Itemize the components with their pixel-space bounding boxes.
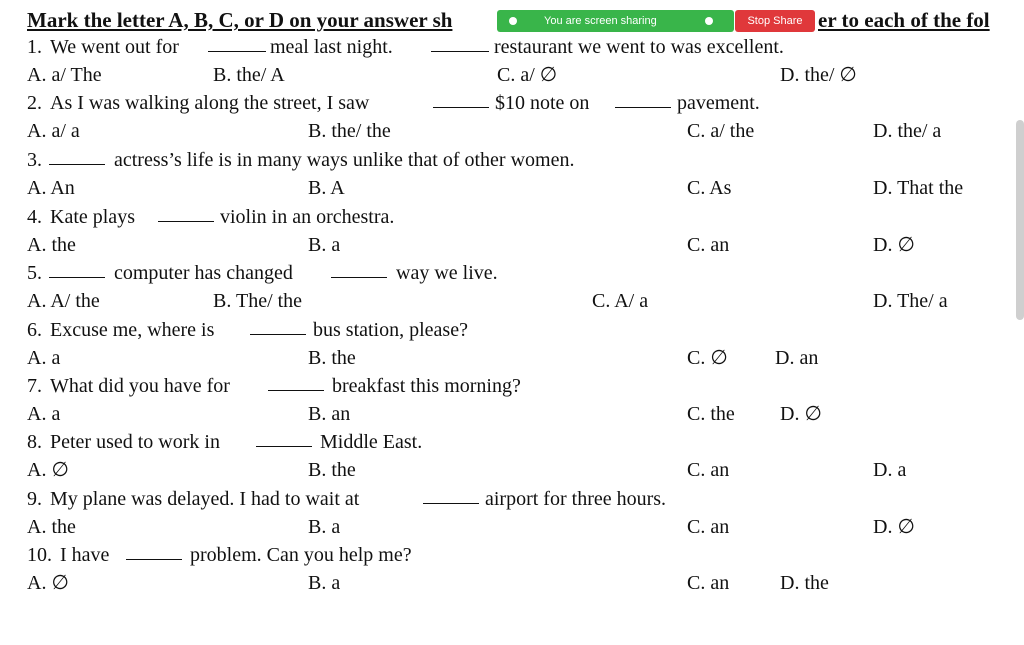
question-2: [0, 89, 1010, 117]
question-text: I have: [60, 544, 110, 566]
question-text: actress’s life is in many ways unlike that of other women.: [114, 149, 575, 171]
options-3: [0, 174, 1010, 202]
option-d[interactable]: D. a: [873, 459, 907, 481]
question-number: 3.: [27, 149, 42, 171]
question-number: 2.: [27, 92, 42, 114]
option-b[interactable]: B. a: [308, 572, 341, 594]
options-10: [0, 569, 1010, 597]
option-c[interactable]: C. the: [687, 403, 735, 425]
question-number: 8.: [27, 431, 42, 453]
option-b[interactable]: B. a: [308, 234, 341, 256]
option-d[interactable]: D. the: [780, 572, 829, 594]
share-status-icon: [509, 17, 517, 25]
option-b[interactable]: B. an: [308, 403, 351, 425]
option-d[interactable]: D. ∅: [873, 234, 915, 256]
answer-blank[interactable]: [49, 259, 105, 278]
answer-blank[interactable]: [256, 428, 312, 447]
share-security-icon: [705, 17, 713, 25]
question-9: [0, 485, 1010, 513]
question-text: problem. Can you help me?: [190, 544, 412, 566]
options-1: [0, 61, 1010, 89]
question-1: [0, 33, 1010, 61]
question-number: 9.: [27, 488, 42, 510]
question-text: My plane was delayed. I had to wait at: [50, 488, 360, 510]
screen-sharing-bar[interactable]: [497, 10, 734, 32]
option-a[interactable]: A. a/ The: [27, 64, 102, 86]
option-a[interactable]: A. a/ a: [27, 120, 80, 142]
question-text: As I was walking along the street, I saw: [50, 92, 370, 114]
option-d[interactable]: D. ∅: [873, 516, 915, 538]
question-text: way we live.: [396, 262, 498, 284]
question-text: Peter used to work in: [50, 431, 220, 453]
question-number: 7.: [27, 375, 42, 397]
stop-share-button[interactable]: [735, 10, 815, 32]
options-7: [0, 400, 1010, 428]
option-a[interactable]: A. ∅: [27, 459, 69, 481]
options-8: [0, 456, 1010, 484]
question-number: 1.: [27, 36, 42, 58]
options-4: [0, 231, 1010, 259]
option-c[interactable]: C. an: [687, 572, 730, 594]
question-7: [0, 372, 1010, 400]
option-c[interactable]: C. an: [687, 459, 730, 481]
option-d[interactable]: D. the/ ∅: [780, 64, 857, 86]
question-4: [0, 203, 1010, 231]
question-text: computer has changed: [114, 262, 293, 284]
question-number: 4.: [27, 206, 42, 228]
answer-blank[interactable]: [158, 203, 214, 222]
option-d[interactable]: D. an: [775, 347, 819, 369]
question-10: [0, 541, 1010, 569]
question-text: airport for three hours.: [485, 488, 667, 510]
option-d[interactable]: D. The/ a: [873, 290, 948, 312]
option-c[interactable]: C. an: [687, 234, 730, 256]
question-3: [0, 146, 1010, 174]
question-number: 6.: [27, 319, 42, 341]
option-c[interactable]: C. As: [687, 177, 732, 199]
option-a[interactable]: A. the: [27, 516, 76, 538]
option-a[interactable]: A. A/ the: [27, 290, 100, 312]
answer-blank[interactable]: [423, 485, 479, 504]
question-5: [0, 259, 1010, 287]
option-c[interactable]: C. an: [687, 516, 730, 538]
instruction-title-right: er to each of the fol: [818, 8, 990, 32]
option-a[interactable]: A. a: [27, 347, 61, 369]
question-number: 10.: [27, 544, 52, 566]
option-b[interactable]: B. the/ A: [213, 64, 285, 86]
options-2: [0, 117, 1010, 145]
screen-sharing-label: You are screen sharing: [544, 15, 657, 27]
stop-share-label: Stop Share: [747, 15, 803, 27]
options-6: [0, 344, 1010, 372]
question-text: We went out for: [50, 36, 179, 58]
answer-blank[interactable]: [433, 89, 489, 108]
option-a[interactable]: A. the: [27, 234, 76, 256]
option-b[interactable]: B. a: [308, 516, 341, 538]
option-c[interactable]: C. a/ ∅: [497, 64, 558, 86]
option-a[interactable]: A. ∅: [27, 572, 69, 594]
option-d[interactable]: D. the/ a: [873, 120, 942, 142]
answer-blank[interactable]: [431, 33, 489, 52]
answer-blank[interactable]: [331, 259, 387, 278]
option-b[interactable]: B. the: [308, 459, 356, 481]
question-text: meal last night.: [270, 36, 393, 58]
answer-blank[interactable]: [49, 146, 105, 165]
scrollbar[interactable]: [1016, 120, 1024, 320]
question-text: bus station, please?: [313, 319, 468, 341]
options-9: [0, 513, 1010, 541]
answer-blank[interactable]: [208, 33, 266, 52]
question-text: Middle East.: [320, 431, 423, 453]
question-number: 5.: [27, 262, 42, 284]
question-text: What did you have for: [50, 375, 230, 397]
question-text: pavement.: [677, 92, 760, 114]
option-d[interactable]: D. ∅: [780, 403, 822, 425]
option-b[interactable]: B. The/ the: [213, 290, 303, 312]
question-6: [0, 316, 1010, 344]
answer-blank[interactable]: [615, 89, 671, 108]
answer-blank[interactable]: [126, 541, 182, 560]
option-c[interactable]: C. a/ the: [687, 120, 755, 142]
option-b[interactable]: B. A: [308, 177, 345, 199]
options-5: [0, 287, 1010, 315]
option-b[interactable]: B. the/ the: [308, 120, 391, 142]
question-text: restaurant we went to was excellent.: [494, 36, 784, 58]
option-b[interactable]: B. the: [308, 347, 356, 369]
question-text: Kate plays: [50, 206, 135, 228]
option-d[interactable]: D. That the: [873, 177, 964, 199]
question-text: $10 note on: [495, 92, 590, 114]
answer-blank[interactable]: [250, 316, 306, 335]
option-a[interactable]: A. a: [27, 403, 61, 425]
question-text: breakfast this morning?: [332, 375, 521, 397]
option-c[interactable]: C. ∅: [687, 347, 728, 369]
option-c[interactable]: C. A/ a: [592, 290, 649, 312]
question-text: violin in an orchestra.: [220, 206, 395, 228]
instruction-title-left: Mark the letter A, B, C, or D on your answer sh: [27, 8, 453, 32]
option-a[interactable]: A. An: [27, 177, 75, 199]
answer-blank[interactable]: [268, 372, 324, 391]
question-8: [0, 428, 1010, 456]
question-text: Excuse me, where is: [50, 319, 215, 341]
